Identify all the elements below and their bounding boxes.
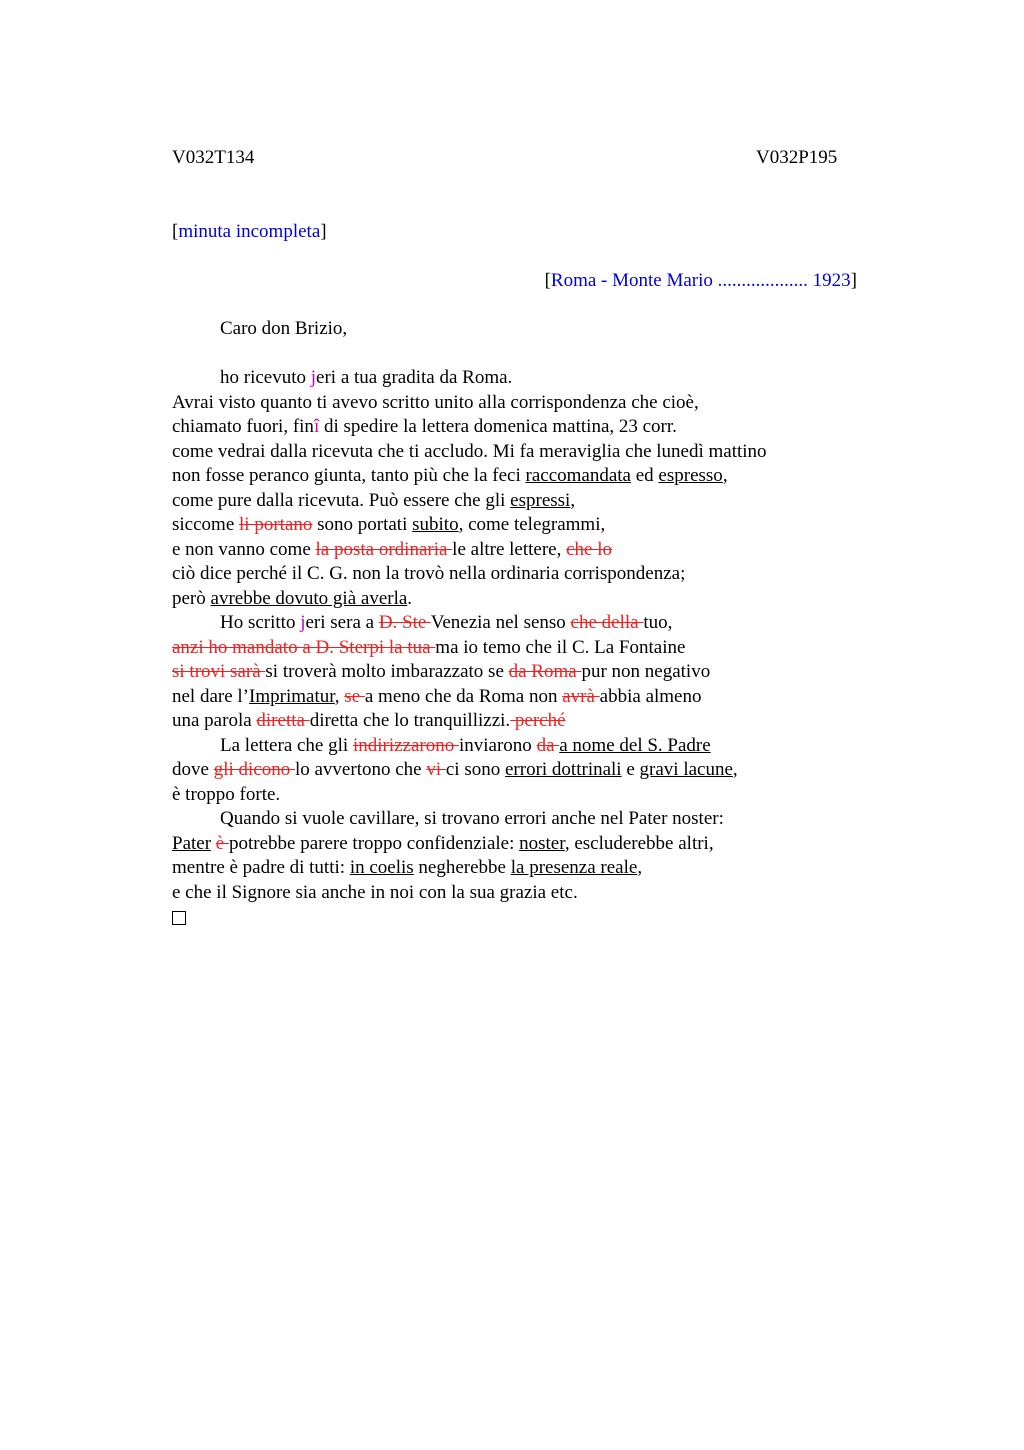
text-segment: e bbox=[621, 759, 640, 780]
letter-body bbox=[172, 366, 872, 930]
body-line bbox=[172, 464, 872, 489]
deleted-text: da Roma bbox=[508, 661, 582, 682]
deleted-text: vi bbox=[426, 759, 446, 780]
underlined-text: avrebbe dovuto già averla bbox=[210, 587, 408, 609]
text-segment: tuo, bbox=[643, 612, 673, 633]
dateline-bracket-close: ] bbox=[850, 270, 857, 291]
text-segment: e che il Signore sia anche in noi con la sua grazia etc. bbox=[172, 881, 578, 903]
text-segment: ci sono bbox=[445, 759, 505, 780]
body-line bbox=[172, 636, 872, 661]
end-marker-line bbox=[172, 905, 872, 930]
text-segment: . bbox=[407, 587, 413, 609]
deleted-text: se bbox=[344, 685, 365, 707]
text-segment: ciò dice perché il C. G. non la trovò nella ordinaria corrispondenza; bbox=[172, 563, 686, 584]
body-line bbox=[172, 366, 872, 391]
document-code-left: V032T134 bbox=[172, 147, 255, 168]
underlined-text: espresso bbox=[658, 465, 723, 486]
inserted-letter: î bbox=[313, 416, 320, 437]
underlined-text: a nome del S. Padre bbox=[559, 734, 711, 756]
body-line bbox=[172, 734, 872, 759]
text-segment: La lettera che gli bbox=[220, 734, 353, 756]
body-line bbox=[172, 856, 872, 881]
body-line bbox=[172, 660, 872, 685]
text-segment: diretta che lo tranquillizzi. bbox=[309, 710, 511, 731]
underlined-text: raccomandata bbox=[525, 465, 631, 486]
text-segment: nel dare l’ bbox=[172, 685, 250, 707]
underlined-text: subito bbox=[412, 514, 459, 535]
deleted-text: è bbox=[215, 832, 229, 854]
deleted-text: la posta ordinaria bbox=[315, 538, 453, 560]
text-segment: , bbox=[334, 685, 345, 707]
text-segment: Quando si vuole cavillare, si trovano errori anche nel Pater noster: bbox=[220, 808, 724, 829]
text-segment: Avrai visto quanto ti avevo scritto unito alla corrispondenza che cioè, bbox=[172, 391, 699, 413]
text-segment: , bbox=[722, 465, 728, 486]
text-segment: inviarono bbox=[458, 734, 537, 756]
editorial-note bbox=[172, 220, 327, 244]
body-line bbox=[172, 881, 872, 906]
dateline-bracket-open: [ bbox=[544, 270, 551, 291]
text-segment: ma io temo che il C. La Fontaine bbox=[435, 636, 686, 658]
body-line bbox=[172, 709, 872, 734]
text-segment: Ho scritto bbox=[220, 612, 301, 633]
body-line bbox=[172, 758, 872, 783]
body-line bbox=[172, 783, 872, 808]
inserted-letter: j bbox=[310, 367, 317, 388]
text-segment: eri a tua gradita da Roma. bbox=[316, 367, 513, 388]
note-text: minuta incompleta bbox=[178, 221, 321, 242]
body-line bbox=[172, 832, 872, 857]
deleted-text: anzi ho mandato a D. Sterpi la tua bbox=[172, 636, 436, 658]
text-segment: lo avvertono che bbox=[294, 759, 427, 780]
text-segment: a meno che da Roma non bbox=[364, 685, 563, 707]
note-bracket-open: [ bbox=[172, 221, 179, 242]
deleted-text: avrà bbox=[562, 685, 600, 707]
body-line bbox=[172, 391, 872, 416]
text-segment: , come telegrammi, bbox=[458, 514, 606, 535]
text-segment: pur non negativo bbox=[581, 661, 711, 682]
underlined-text: in coelis bbox=[349, 857, 414, 878]
body-line bbox=[172, 513, 872, 538]
deleted-text: gli dicono bbox=[213, 759, 295, 780]
text-segment: è troppo forte. bbox=[172, 783, 281, 805]
deleted-text: che della bbox=[570, 612, 644, 633]
text-segment: però bbox=[172, 587, 211, 609]
body-line bbox=[172, 489, 872, 514]
underlined-text: Pater bbox=[172, 832, 212, 854]
body-line bbox=[172, 440, 872, 465]
body-line bbox=[172, 611, 872, 636]
underlined-text: Imprimatur bbox=[249, 685, 335, 707]
deleted-text: li portano bbox=[239, 514, 313, 535]
body-line bbox=[172, 562, 872, 587]
text-segment: Venezia nel senso bbox=[430, 612, 571, 633]
text-segment: come vedrai dalla ricevuta che ti accludo. Mi fa meraviglia che lunedì mattino bbox=[172, 440, 767, 462]
text-segment: ed bbox=[630, 465, 659, 486]
salutation: Caro don Brizio, bbox=[220, 318, 348, 339]
text-segment: come pure dalla ricevuta. Può essere che gli bbox=[172, 489, 511, 511]
text-segment: non fosse peranco giunta, tanto più che la feci bbox=[172, 465, 526, 486]
text-segment: , bbox=[637, 857, 643, 878]
text-segment: e non vanno come bbox=[172, 538, 316, 560]
deleted-text: che lo bbox=[566, 538, 613, 560]
text-segment: negherebbe bbox=[413, 857, 511, 878]
body-line bbox=[172, 685, 872, 710]
body-line bbox=[172, 587, 872, 612]
deleted-text: da bbox=[536, 734, 560, 756]
text-segment: di spedire la lettera domenica mattina, 23 corr. bbox=[319, 416, 677, 437]
underlined-text: errori dottrinali bbox=[504, 759, 622, 780]
document-code-right: V032P195 bbox=[756, 147, 838, 168]
deleted-text: indirizzarono bbox=[352, 734, 459, 756]
text-segment: siccome bbox=[172, 514, 240, 535]
text-segment: , escluderebbe altri, bbox=[564, 832, 714, 854]
text-segment: ho ricevuto bbox=[220, 367, 311, 388]
text-segment: mentre è padre di tutti: bbox=[172, 857, 350, 878]
text-segment: dove bbox=[172, 759, 214, 780]
dateline-text: Roma - Monte Mario ................... 1923 bbox=[550, 270, 851, 291]
deleted-text: diretta bbox=[256, 710, 310, 731]
text-segment: abbia almeno bbox=[599, 685, 702, 707]
text-segment: chiamato fuori, fin bbox=[172, 416, 314, 437]
inserted-letter: j bbox=[300, 612, 306, 633]
text-segment: sono portati bbox=[312, 514, 413, 535]
text-segment: potrebbe parere troppo confidenziale: bbox=[228, 832, 520, 854]
underlined-text: espressi bbox=[510, 489, 571, 511]
underlined-text: la presenza reale bbox=[510, 857, 638, 878]
text-segment: , bbox=[570, 489, 576, 511]
body-line bbox=[172, 538, 872, 563]
end-square-icon bbox=[172, 911, 186, 925]
underlined-text: gravi lacune bbox=[639, 759, 733, 780]
body-line bbox=[172, 415, 872, 440]
text-segment: una parola bbox=[172, 710, 257, 731]
underlined-text: noster bbox=[519, 832, 565, 854]
text-segment: eri sera a bbox=[305, 612, 379, 633]
text-segment: le altre lettere, bbox=[452, 538, 567, 560]
text-segment: , bbox=[732, 759, 738, 780]
deleted-text: perché bbox=[510, 710, 566, 731]
body-line bbox=[172, 807, 872, 832]
note-bracket-close: ] bbox=[320, 221, 327, 242]
deleted-text: si trovi sarà bbox=[172, 661, 266, 682]
deleted-text: D. Ste bbox=[378, 612, 431, 633]
text-segment: si troverà molto imbarazzato se bbox=[265, 661, 509, 682]
dateline bbox=[545, 269, 857, 293]
